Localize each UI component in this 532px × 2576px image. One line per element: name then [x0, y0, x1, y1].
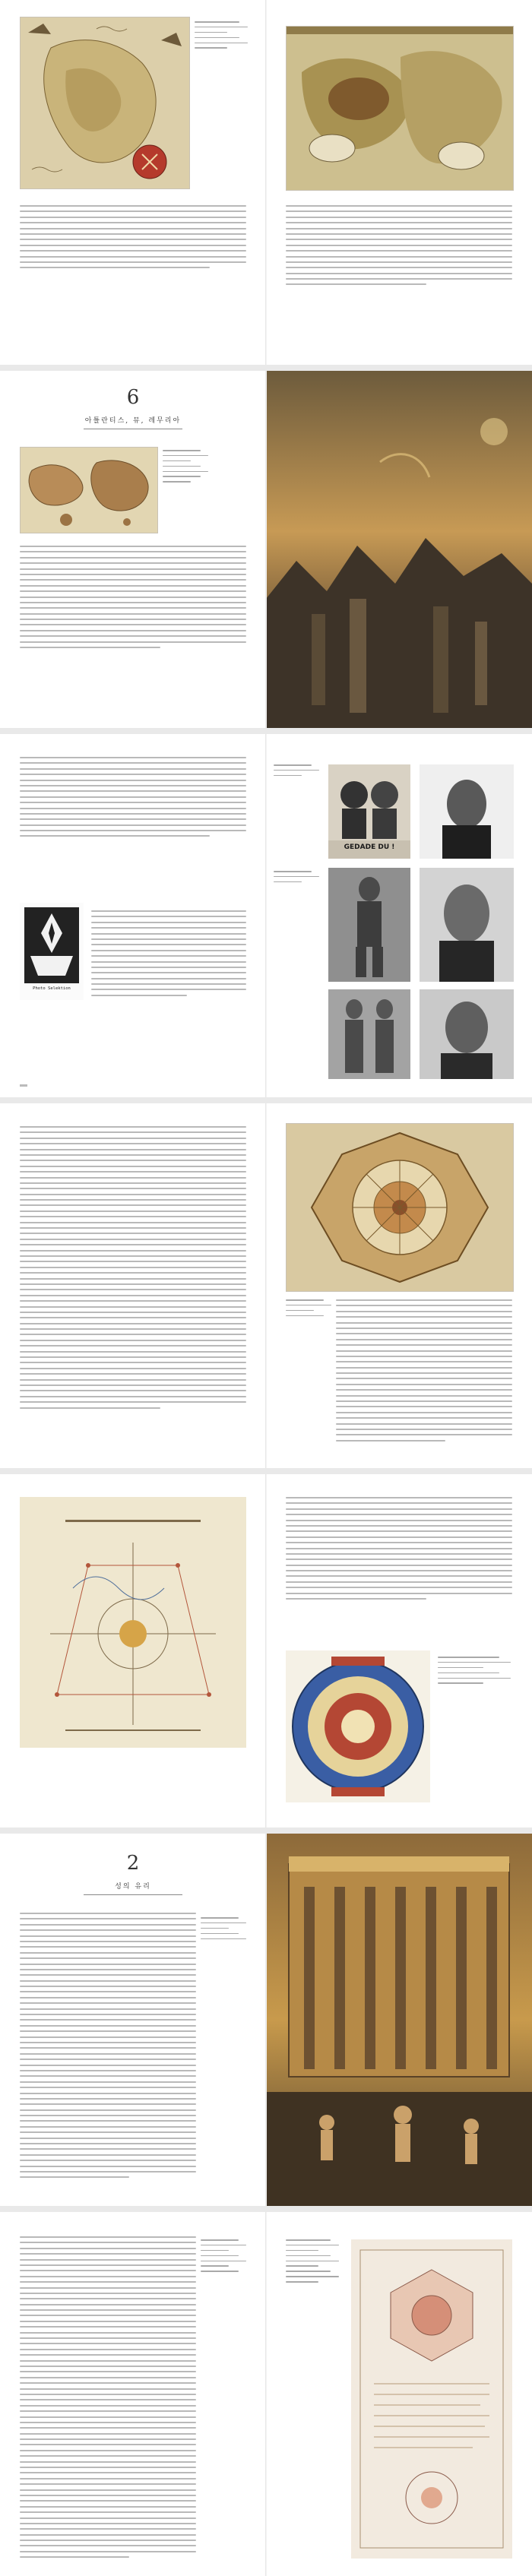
- figure-caption: [286, 2239, 339, 2286]
- body-text: [20, 1126, 246, 1413]
- page-number: [20, 1084, 27, 1087]
- body-text: [20, 2236, 196, 2562]
- body-text: [336, 1299, 512, 1445]
- right-page: [266, 371, 532, 728]
- spread-separator: [0, 1468, 532, 1474]
- ideal-city-plan: [286, 1123, 514, 1292]
- right-page: [266, 1834, 532, 2206]
- spread-separator: [0, 1097, 532, 1103]
- gutter: [265, 1474, 267, 1828]
- right-page: [266, 1103, 532, 1468]
- left-page: [0, 0, 266, 365]
- body-text: [20, 546, 246, 652]
- temple-painting: [266, 1834, 532, 2206]
- right-page: [266, 1474, 532, 1828]
- chapter-number: 6: [126, 386, 140, 409]
- spread-4: [0, 1103, 532, 1468]
- chapter-number: 2: [126, 1852, 140, 1875]
- right-page: [266, 2212, 532, 2576]
- spread-1: [0, 0, 532, 365]
- chapter-title: 성의 유리: [115, 1883, 151, 1891]
- spread-separator: [0, 2206, 532, 2212]
- body-text: [286, 205, 512, 290]
- figure-caption: [201, 1917, 246, 1943]
- spread-separator: [0, 365, 532, 371]
- left-page: [0, 1834, 266, 2206]
- gutter: [265, 371, 267, 728]
- cosmic-diagram-figure: [20, 1497, 246, 1748]
- portrait-photo-2: [420, 868, 514, 982]
- poster-figure: [328, 764, 410, 859]
- body-text: [20, 1913, 196, 2182]
- spread-3: [0, 734, 532, 1097]
- body-text: [286, 1497, 512, 1603]
- bear-map-figure: [286, 26, 514, 191]
- statues-pair-photo: [328, 989, 410, 1079]
- right-page: [266, 734, 532, 1097]
- gutter: [265, 0, 267, 365]
- spread-5: [0, 1474, 532, 1828]
- title-rule: [84, 1894, 182, 1895]
- spread-6: [0, 1834, 532, 2206]
- statue-photo: [328, 868, 410, 982]
- figure-caption: [163, 450, 208, 486]
- spread-7: [0, 2212, 532, 2576]
- spread-2: [0, 371, 532, 728]
- spread-separator: [0, 1828, 532, 1834]
- left-page: [0, 371, 266, 728]
- gutter: [265, 1834, 267, 2206]
- body-text: [20, 757, 246, 841]
- woodcut-figure: [20, 903, 84, 1000]
- world-mandala-figure: [286, 1650, 430, 1802]
- left-page: [0, 1103, 266, 1468]
- spread-separator: [0, 728, 532, 734]
- gutter: [265, 2212, 267, 2576]
- figure-caption: [274, 764, 319, 780]
- sunken-city-painting: [266, 371, 532, 728]
- figure-caption: [195, 21, 248, 52]
- left-page: [0, 2212, 266, 2576]
- left-page: [0, 734, 266, 1097]
- figure-caption: [274, 871, 319, 887]
- chapter-title: 아틀란티스, 뮤, 레무리아: [84, 417, 182, 425]
- manuscript-figure: [351, 2239, 512, 2559]
- poster-label: GEDADE DU !: [344, 843, 395, 851]
- left-page: [0, 1474, 266, 1828]
- woodcut-label: Photo Selektion: [33, 986, 71, 991]
- figure-caption: [201, 2239, 246, 2276]
- figure-caption: [438, 1657, 511, 1688]
- portrait-photo-3: [420, 989, 514, 1079]
- figure-caption: [286, 1299, 331, 1321]
- islands-map-figure: [20, 447, 158, 533]
- gutter: [265, 1103, 267, 1468]
- right-page: [266, 0, 532, 365]
- old-map-figure: [20, 17, 190, 189]
- body-text: [20, 205, 246, 273]
- body-text: [91, 910, 246, 1000]
- portrait-photo-1: [420, 764, 514, 859]
- gutter: [265, 734, 267, 1097]
